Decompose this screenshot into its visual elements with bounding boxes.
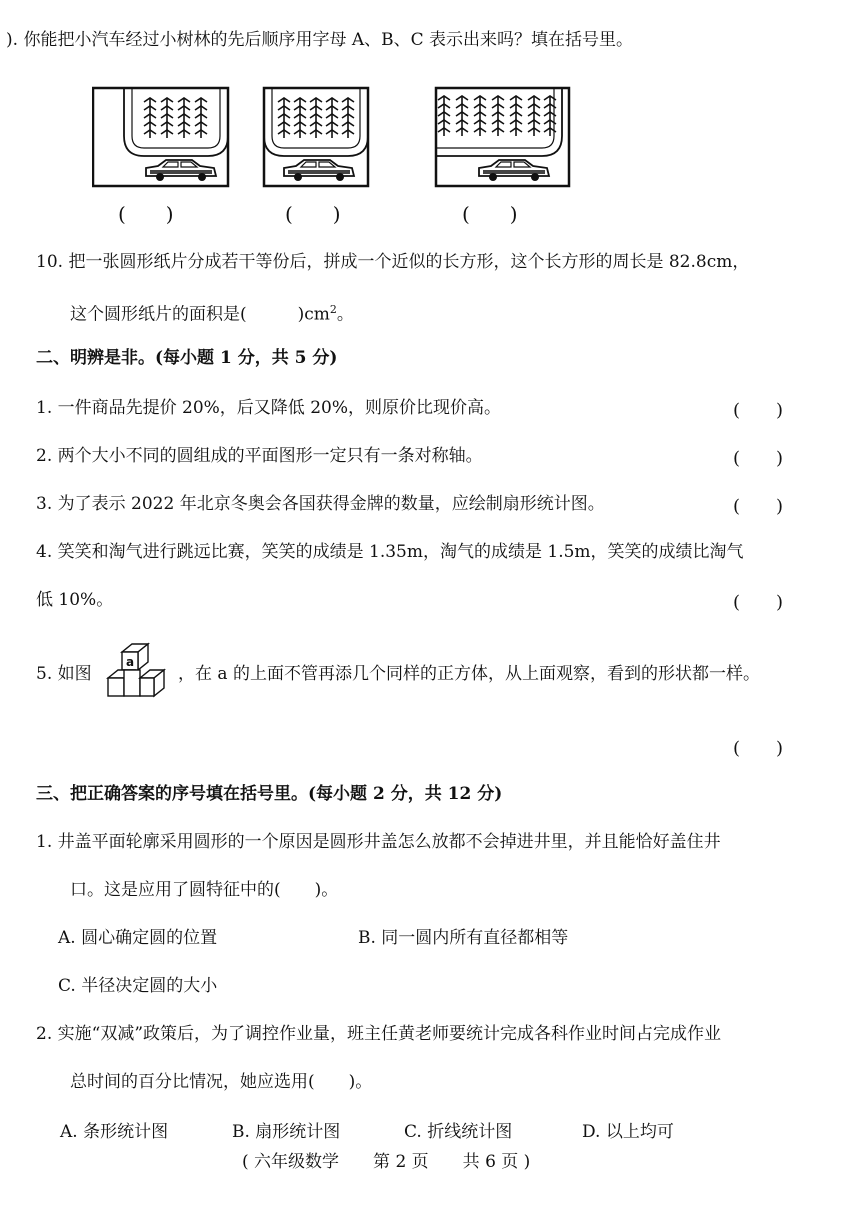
figure-1 (93, 88, 228, 186)
q9-text: ). 你能把小汽车经过小树林的先后顺序用字母 A、B、C 表示出来吗？填在括号里。 (6, 30, 634, 50)
figure-3 (436, 88, 569, 186)
section2-q4-line2: 低 10%。 (36, 590, 114, 610)
q9-answer-2[interactable]: ( ) (285, 202, 341, 226)
section2-q4-answer[interactable]: ( ) (733, 592, 784, 613)
section3-q2-option-c[interactable]: C. 折线统计图 (404, 1122, 513, 1142)
section3-q1-line2: 口。这是应用了圆特征中的( )。 (70, 880, 339, 900)
q9-answer-3[interactable]: ( ) (462, 202, 518, 226)
section3-q2-option-d[interactable]: D. 以上均可 (582, 1122, 674, 1142)
section3-q2-line2: 总时间的百分比情况，她应选用( )。 (70, 1072, 373, 1092)
q10-line2 (70, 298, 354, 327)
section3-q2-line1: 2. 实施“双减”政策后，为了调控作业量，班主任黄老师要统计完成各科作业时间占完成作业 (36, 1024, 722, 1044)
car-tree-figures (92, 86, 572, 190)
q9-answer-1[interactable]: ( ) (118, 202, 174, 226)
cube-label: a (125, 655, 135, 669)
section2-q3-answer[interactable]: ( ) (733, 496, 784, 517)
section2-title: 二、明辨是非。(每小题 1 分，共 5 分) (36, 348, 338, 368)
q10-line2-text: 这个圆形纸片的面积是( )cm (70, 304, 330, 325)
section3-q1-option-b[interactable]: B. 同一圆内所有直径都相等 (358, 928, 569, 948)
q10-line2-end: 。 (336, 304, 354, 325)
figure-2 (264, 88, 368, 186)
section2-q2: 2. 两个大小不同的圆组成的平面图形一定只有一条对称轴。 (36, 446, 483, 466)
section3-q1-option-a[interactable]: A. 圆心确定圆的位置 (58, 928, 218, 948)
section3-q2-option-a[interactable]: A. 条形统计图 (60, 1122, 169, 1142)
cube-figure (106, 640, 176, 698)
section2-q5-text: ，在 a 的上面不管再添几个同样的正方体，从上面观察，看到的形状都一样。 (178, 664, 760, 684)
section2-q3: 3. 为了表示 2022 年北京冬奥会各国获得金牌的数量，应绘制扇形统计图。 (36, 494, 605, 514)
section3-q2-option-b[interactable]: B. 扇形统计图 (232, 1122, 341, 1142)
q10-superscript: 2 (329, 303, 337, 316)
section2-q2-answer[interactable]: ( ) (733, 448, 784, 469)
section3-q1-option-c[interactable]: C. 半径决定圆的大小 (58, 976, 218, 996)
section2-q4-line1: 4. 笑笑和淘气进行跳远比赛，笑笑的成绩是 1.35m，淘气的成绩是 1.5m，笑笑的成绩比淘气 (36, 542, 744, 562)
section2-q5-start: 5. 如图 (36, 664, 92, 684)
section3-title: 三、把正确答案的序号填在括号里。(每小题 2 分，共 12 分) (36, 784, 503, 804)
q10-line1: 10. 把一张圆形纸片分成若干等份后，拼成一个近似的长方形，这个长方形的周长是 82.8cm， (36, 252, 750, 272)
section2-q5-answer[interactable]: ( ) (733, 738, 784, 759)
section2-q1: 1. 一件商品先提价 20%，后又降低 20%，则原价比现价高。 (36, 398, 502, 418)
section3-q1-line1: 1. 井盖平面轮廓采用圆形的一个原因是圆形井盖怎么放都不会掉进井里，并且能恰好盖住井 (36, 832, 721, 852)
page-footer: ( 六年级数学 第 2 页 共 6 页 ) (242, 1152, 531, 1172)
section2-q1-answer[interactable]: ( ) (733, 400, 784, 421)
